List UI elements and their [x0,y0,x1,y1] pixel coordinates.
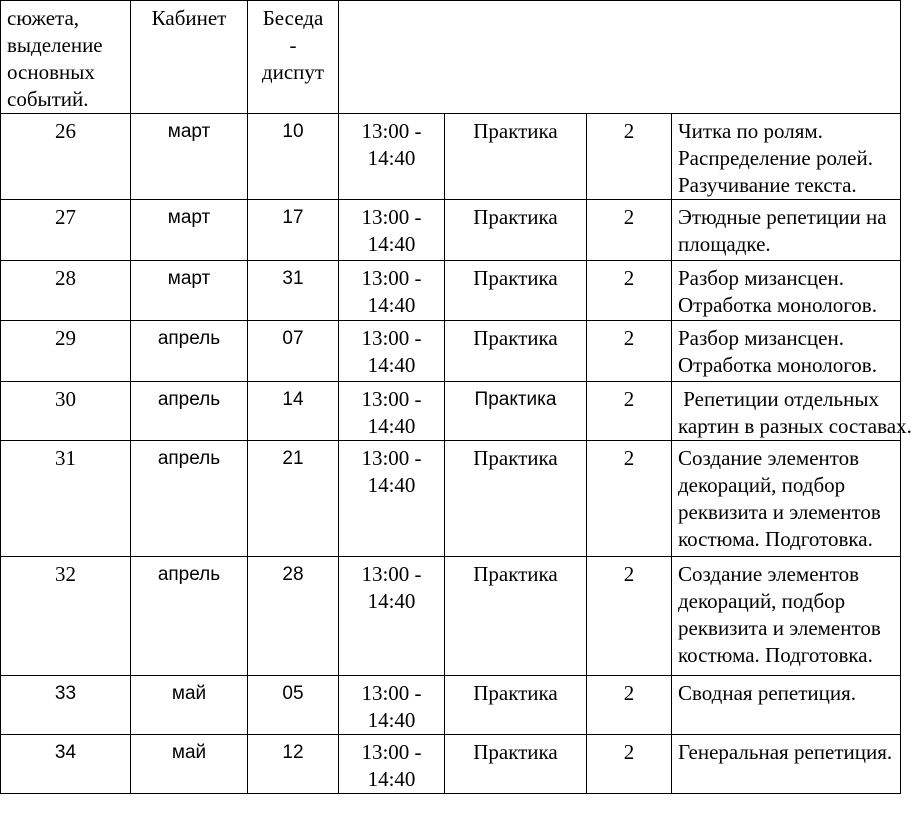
row-number: 27 [1,200,131,261]
topic-line: Читка по ролям. [678,119,823,143]
row-time [339,676,445,735]
row-day: 12 [248,735,339,794]
time-line: 14:40 [367,232,416,256]
time-line: 14:40 [367,146,416,170]
topic-line: Распределение ролей. [678,146,873,170]
row-topic [672,735,901,794]
topic-line: картин в разных составах. [678,414,912,438]
row-topic [672,676,901,735]
row-hours: 2 [587,735,672,794]
table-row [1,382,901,441]
table-row [1,261,901,321]
row-topic [672,557,901,676]
topic-line: декораций, подбор [678,473,846,497]
row-hours: 2 [587,382,672,441]
topic-line: Репетиции отдельных [678,387,879,411]
header-text: Беседа [262,6,324,30]
row-month: апрель [131,382,248,441]
row-topic [672,321,901,382]
row-number: 28 [1,261,131,321]
time-line: 13:00 - [361,446,422,470]
row-month: май [131,735,248,794]
time-line: 14:40 [367,353,416,377]
row-number: 31 [1,441,131,557]
row-hours: 2 [587,200,672,261]
row-topic [672,114,901,200]
row-hours: 2 [587,676,672,735]
topic-line: Разучивание текста. [678,173,857,197]
header-form-cell [248,1,339,114]
time-line: 14:40 [367,293,416,317]
row-month: март [131,114,248,200]
row-month: март [131,261,248,321]
topic-line: реквизита и элементов [678,500,881,524]
row-day: 07 [248,321,339,382]
row-time [339,261,445,321]
header-plot-cell [1,1,131,114]
row-type: Практика [445,261,587,321]
time-line: 13:00 - [361,326,422,350]
header-text: Кабинет [151,6,227,30]
row-number: 26 [1,114,131,200]
topic-line: Разбор мизансцен. [678,326,844,350]
table-row [1,321,901,382]
row-time [339,382,445,441]
time-line: 13:00 - [361,205,422,229]
topic-line: Отработка монологов. [678,353,877,377]
header-empty-cell [339,1,901,114]
time-line: 13:00 - [361,387,422,411]
topic-line: декораций, подбор [678,589,846,613]
row-time [339,114,445,200]
row-type: Практика [445,321,587,382]
header-room-cell [131,1,248,114]
row-type: Практика [445,735,587,794]
topic-line: реквизита и элементов [678,616,881,640]
topic-line: Сводная репетиция. [678,681,857,705]
table-row [1,114,901,200]
header-text: сюжета, [7,6,80,30]
time-line: 14:40 [367,589,416,613]
row-type: Практика [445,441,587,557]
topic-line: костюма. Подготовка. [678,643,873,667]
row-day: 17 [248,200,339,261]
time-line: 13:00 - [361,562,422,586]
row-topic [672,200,901,261]
row-topic [672,261,901,321]
row-month: апрель [131,441,248,557]
row-month: май [131,676,248,735]
time-line: 13:00 - [361,119,422,143]
row-time [339,735,445,794]
table-row [1,441,901,557]
time-line: 14:40 [367,708,416,732]
topic-line: Генеральная репетиция. [678,740,893,764]
row-day: 21 [248,441,339,557]
row-type: Практика [445,557,587,676]
topic-line: костюма. Подготовка. [678,527,873,551]
topic-line: Отработка монологов. [678,293,877,317]
time-line: 13:00 - [361,681,422,705]
row-type: Практика [445,382,587,441]
topic-line: Разбор мизансцен. [678,266,844,290]
topic-line: Создание элементов [678,562,860,586]
time-line: 13:00 - [361,266,422,290]
table-row [1,735,901,794]
row-type: Практика [445,676,587,735]
row-time [339,441,445,557]
row-hours: 2 [587,261,672,321]
header-text: событий. [7,87,89,111]
row-number: 32 [1,557,131,676]
row-day: 31 [248,261,339,321]
topic-line: Этюдные репетиции на [678,205,887,229]
topic-line: площадке. [678,232,771,256]
row-day: 05 [248,676,339,735]
row-month: апрель [131,557,248,676]
row-day: 28 [248,557,339,676]
row-topic [672,441,901,557]
row-type: Практика [445,114,587,200]
header-text: диспут [261,60,325,84]
header-text: - [289,33,297,57]
row-month: март [131,200,248,261]
row-month: апрель [131,321,248,382]
time-line: 14:40 [367,473,416,497]
row-time [339,200,445,261]
row-number: 30 [1,382,131,441]
row-hours: 2 [587,321,672,382]
topic-line: Создание элементов [678,446,860,470]
row-hours: 2 [587,557,672,676]
table-row [1,557,901,676]
row-day: 10 [248,114,339,200]
row-day: 14 [248,382,339,441]
row-hours: 2 [587,441,672,557]
table-row [1,200,901,261]
header-row [1,1,901,114]
row-number: 34 [1,735,131,794]
header-text: основных [7,60,95,84]
row-hours: 2 [587,114,672,200]
time-line: 14:40 [367,767,416,791]
row-time [339,557,445,676]
header-text: выделение [7,33,103,57]
row-type: Практика [445,200,587,261]
row-number: 29 [1,321,131,382]
table-row [1,676,901,735]
time-line: 14:40 [367,414,416,438]
time-line: 13:00 - [361,740,422,764]
row-number: 33 [1,676,131,735]
row-time [339,321,445,382]
row-topic [672,382,912,441]
